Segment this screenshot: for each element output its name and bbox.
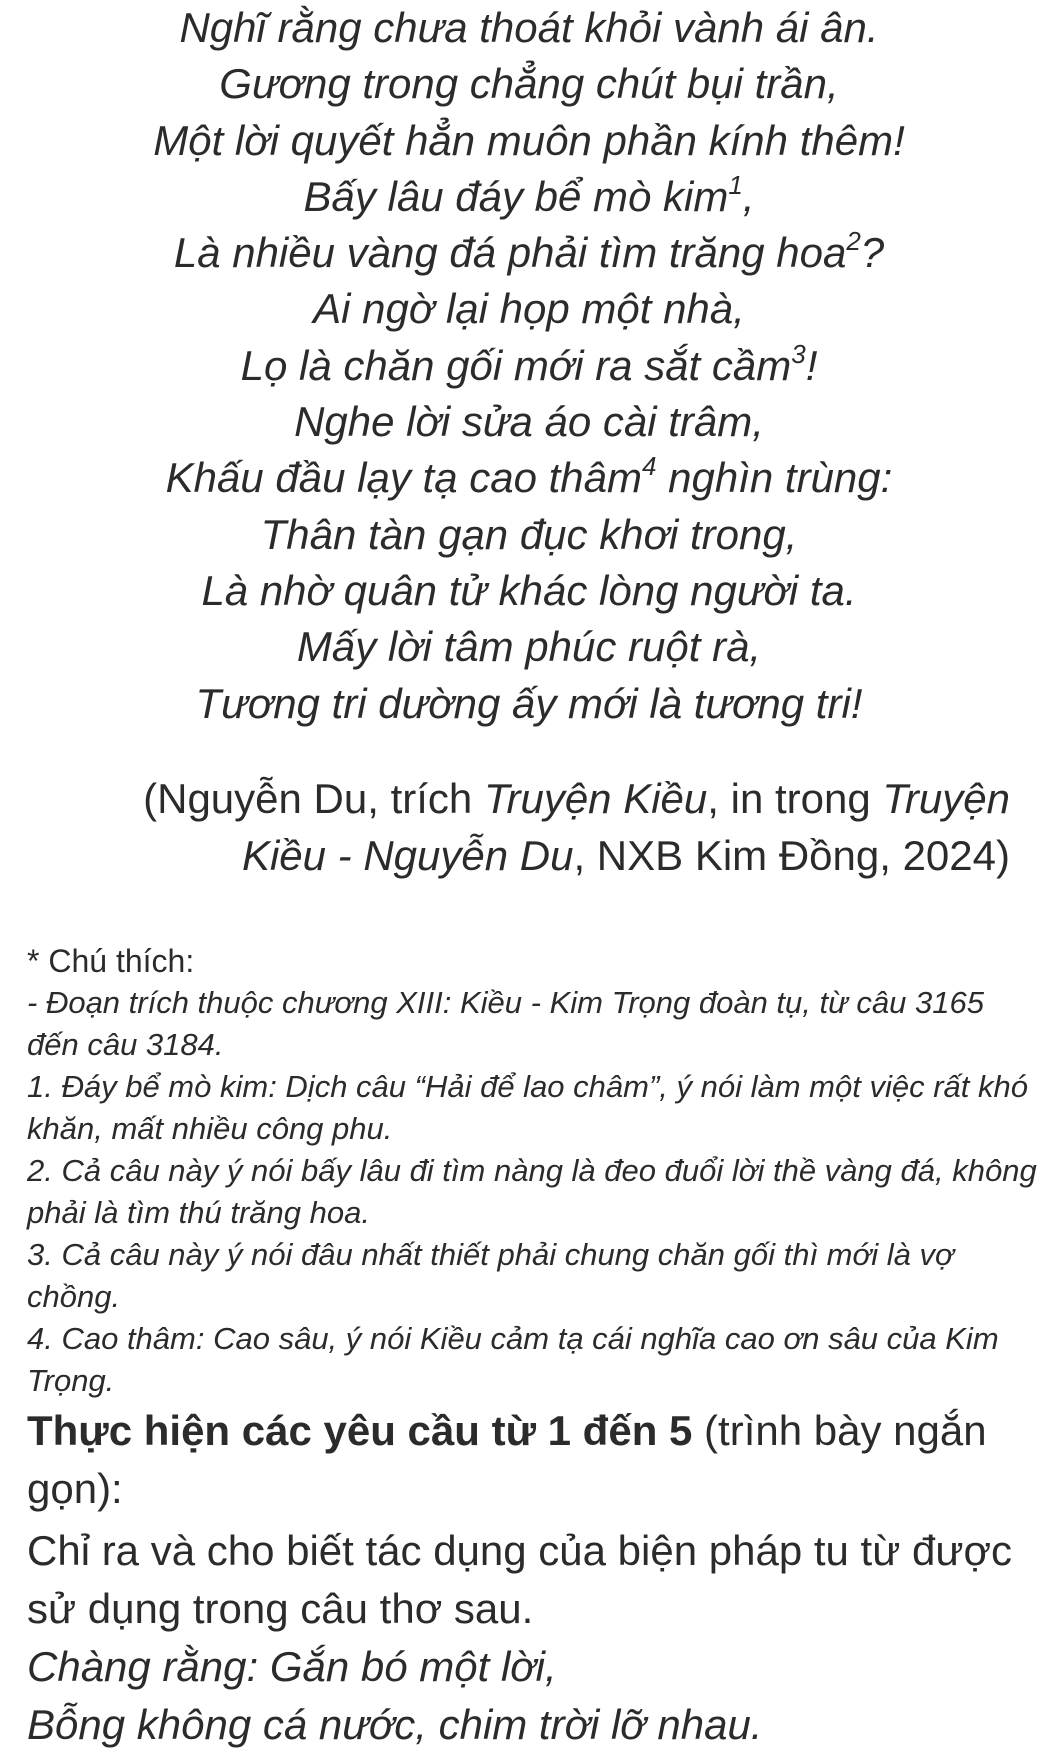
book-title: Truyện bbox=[882, 775, 1010, 822]
footnote-item: - Đoạn trích thuộc chương XIII: Kiều - Kim Trọng đoàn tụ, từ câu 3165 đến câu 3184. bbox=[27, 985, 984, 1062]
poem-line: Ai ngờ lại họp một nhà, bbox=[313, 285, 745, 333]
footnote-marker: 2 bbox=[846, 226, 861, 257]
footnotes-heading: * Chú thích: bbox=[27, 943, 195, 979]
footnote-item: 1. Đáy bể mò kim: Dịch câu “Hải để lao châm”, ý nói làm một việc rất khó khăn, mất nhiều công phu. bbox=[27, 1069, 1028, 1146]
question-section bbox=[27, 1402, 1037, 1754]
source-citation-line-2: Kiều - Nguyễn Du, NXB Kim Đồng, 2024) bbox=[241, 832, 1010, 879]
poem bbox=[0, 0, 1058, 732]
quoted-verse-line: Chàng rằng: Gắn bó một lời, bbox=[27, 1643, 557, 1690]
poem-line: Khấu đầu lạy tạ cao thâm$^4$ nghìn trùng: bbox=[165, 451, 893, 502]
poem-line: Bấy lâu đáy bể mò kim$^1$, bbox=[303, 169, 755, 220]
task-instruction-bold: Thực hiện các yêu cầu từ 1 đến 5 bbox=[27, 1407, 693, 1454]
poem-line: Thân tàn gạn đục khơi trong, bbox=[260, 510, 798, 558]
footnotes bbox=[27, 940, 1037, 1402]
poem-line: Mấy lời tâm phúc ruột rà, bbox=[296, 623, 762, 671]
task-instruction: Thực hiện các yêu cầu từ 1 đến 5 (trình bày ngắn gọn): bbox=[27, 1407, 987, 1512]
poem-line: Gương trong chẳng chút bụi trần, bbox=[219, 60, 839, 108]
poem-line: Lọ là chăn gối mới ra sắt cầm$^3$! bbox=[240, 338, 818, 389]
question-text: Chỉ ra và cho biết tác dụng của biện pháp tu từ được sử dụng trong câu thơ sau. bbox=[27, 1527, 1013, 1632]
quoted-verse-line: Bỗng không cá nước, chim trời lỡ nhau. bbox=[27, 1701, 763, 1748]
footnote-item: 2. Cả câu này ý nói bấy lâu đi tìm nàng là đeo đuổi lời thề vàng đá, không phải là tìm thú trăng hoa. bbox=[27, 1153, 1037, 1230]
poem-line: Là nhiều vàng đá phải tìm trăng hoa$^2$? bbox=[173, 226, 885, 277]
poem-line: Là nhờ quân tử khác lòng người ta. bbox=[201, 566, 857, 614]
work-title: Truyện Kiều bbox=[483, 775, 708, 822]
footnote-item: 3. Cả câu này ý nói đâu nhất thiết phải chung chăn gối thì mới là vợ chồng. bbox=[27, 1237, 954, 1314]
poem-line: Nghe lời sửa áo cài trâm, bbox=[294, 398, 764, 446]
footnote-marker: 3 bbox=[791, 338, 806, 369]
footnote-marker: 4 bbox=[642, 451, 657, 482]
footnote-marker: 1 bbox=[728, 169, 743, 200]
book-title: Kiều - Nguyễn Du bbox=[241, 832, 574, 879]
poem-line: Một lời quyết hẳn muôn phần kính thêm! bbox=[153, 116, 905, 164]
poem-line: Nghĩ rằng chưa thoát khỏi vành ái ân. bbox=[179, 4, 879, 51]
poem-line: Tương tri dường ấy mới là tương tri! bbox=[195, 679, 863, 727]
footnote-item: 4. Cao thâm: Cao sâu, ý nói Kiều cảm tạ cái nghĩa cao ơn sâu của Kim Trọng. bbox=[27, 1321, 999, 1398]
source-citation-line-1: (Nguyễn Du, trích Truyện Kiều, in trong Truyện bbox=[143, 775, 1010, 822]
